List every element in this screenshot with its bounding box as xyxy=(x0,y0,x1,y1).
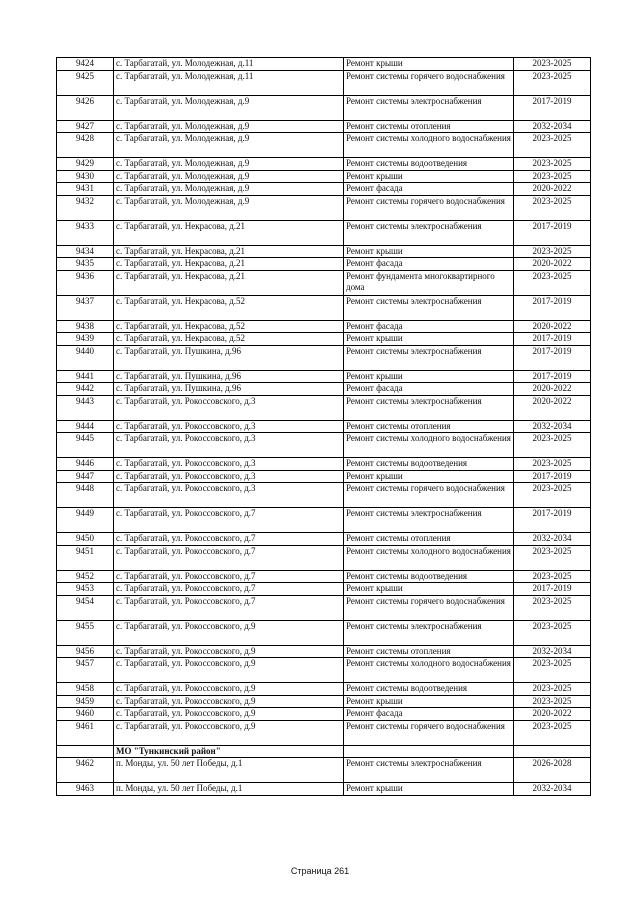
row-number-cell: 9461 xyxy=(57,720,114,745)
address-cell: с. Тарбагатай, ул. Некрасова, д.52 xyxy=(114,295,344,320)
table-row xyxy=(57,645,591,658)
address-cell: с. Тарбагатай, ул. Рокоссовского, д.9 xyxy=(114,708,344,721)
work-type-cell: Ремонт крыши xyxy=(344,58,514,71)
period-cell: 2032-2034 xyxy=(514,783,591,796)
work-type-cell: Ремонт системы горячего водоснабжения xyxy=(344,720,514,745)
address-cell: с. Тарбагатай, ул. Рокоссовского, д.9 xyxy=(114,645,344,658)
address-cell: п. Монды, ул. 50 лет Победы, д.1 xyxy=(114,783,344,796)
work-type-cell xyxy=(344,745,514,758)
period-cell: 2032-2034 xyxy=(514,533,591,546)
address-cell: с. Тарбагатай, ул. Рокоссовского, д.3 xyxy=(114,395,344,420)
row-number-cell: 9447 xyxy=(57,470,114,483)
address-cell: с. Тарбагатай, ул. Молодежная, д.9 xyxy=(114,120,344,133)
period-cell: 2023-2025 xyxy=(514,595,591,620)
work-type-cell: Ремонт системы электроснабжения xyxy=(344,345,514,370)
period-cell: 2023-2025 xyxy=(514,695,591,708)
row-number-cell: 9453 xyxy=(57,583,114,596)
work-type-cell: Ремонт крыши xyxy=(344,470,514,483)
period-cell: 2017-2019 xyxy=(514,470,591,483)
address-cell: с. Тарбагатай, ул. Рокоссовского, д.3 xyxy=(114,433,344,458)
row-number-cell: 9437 xyxy=(57,295,114,320)
work-type-cell: Ремонт системы горячего водоснабжения xyxy=(344,595,514,620)
row-number-cell: 9426 xyxy=(57,95,114,120)
period-cell: 2023-2025 xyxy=(514,433,591,458)
row-number-cell: 9445 xyxy=(57,433,114,458)
period-cell: 2020-2022 xyxy=(514,395,591,420)
address-cell: с. Тарбагатай, ул. Рокоссовского, д.9 xyxy=(114,658,344,683)
row-number-cell: 9440 xyxy=(57,345,114,370)
work-type-cell: Ремонт системы холодного водоснабжения xyxy=(344,133,514,158)
period-cell: 2020-2022 xyxy=(514,258,591,271)
address-cell: с. Тарбагатай, ул. Некрасова, д.21 xyxy=(114,220,344,245)
period-cell: 2017-2019 xyxy=(514,370,591,383)
row-number-cell: 9463 xyxy=(57,783,114,796)
table-row xyxy=(57,370,591,383)
row-number-cell: 9457 xyxy=(57,658,114,683)
period-cell: 2023-2025 xyxy=(514,483,591,508)
row-number-cell: 9438 xyxy=(57,320,114,333)
row-number-cell: 9454 xyxy=(57,595,114,620)
address-cell: МО "Тункинский район" xyxy=(114,745,344,758)
period-cell: 2023-2025 xyxy=(514,195,591,220)
row-number-cell: 9448 xyxy=(57,483,114,508)
period-cell: 2026-2028 xyxy=(514,758,591,783)
period-cell: 2023-2025 xyxy=(514,720,591,745)
address-cell: с. Тарбагатай, ул. Некрасова, д.21 xyxy=(114,245,344,258)
work-type-cell: Ремонт крыши xyxy=(344,170,514,183)
address-cell: с. Тарбагатай, ул. Молодежная, д.9 xyxy=(114,133,344,158)
address-cell: с. Тарбагатай, ул. Пушкина, д.96 xyxy=(114,370,344,383)
table-row xyxy=(57,583,591,596)
work-type-cell: Ремонт крыши xyxy=(344,245,514,258)
address-cell: с. Тарбагатай, ул. Рокоссовского, д.3 xyxy=(114,420,344,433)
row-number-cell: 9429 xyxy=(57,158,114,171)
period-cell: 2020-2022 xyxy=(514,183,591,196)
table-row xyxy=(57,120,591,133)
work-type-cell: Ремонт системы холодного водоснабжения xyxy=(344,658,514,683)
row-number-cell xyxy=(57,745,114,758)
table-row xyxy=(57,595,591,620)
work-type-cell: Ремонт фасада xyxy=(344,258,514,271)
period-cell: 2032-2034 xyxy=(514,120,591,133)
row-number-cell: 9449 xyxy=(57,508,114,533)
table-row xyxy=(57,470,591,483)
row-number-cell: 9452 xyxy=(57,570,114,583)
table-row xyxy=(57,345,591,370)
work-type-cell: Ремонт крыши xyxy=(344,333,514,346)
period-cell: 2023-2025 xyxy=(514,58,591,71)
address-cell: с. Тарбагатай, ул. Молодежная, д.9 xyxy=(114,95,344,120)
table-row xyxy=(57,620,591,645)
work-type-cell: Ремонт системы электроснабжения xyxy=(344,508,514,533)
period-cell: 2020-2022 xyxy=(514,708,591,721)
address-cell: с. Тарбагатай, ул. Рокоссовского, д.3 xyxy=(114,458,344,471)
period-cell: 2017-2019 xyxy=(514,583,591,596)
row-number-cell: 9446 xyxy=(57,458,114,471)
address-cell: с. Тарбагатай, ул. Пушкина, д.96 xyxy=(114,345,344,370)
row-number-cell: 9458 xyxy=(57,683,114,696)
work-type-cell: Ремонт фасада xyxy=(344,383,514,396)
work-type-cell: Ремонт системы водоотведения xyxy=(344,458,514,471)
period-cell: 2023-2025 xyxy=(514,545,591,570)
table-row xyxy=(57,133,591,158)
work-type-cell: Ремонт системы электроснабжения xyxy=(344,95,514,120)
work-type-cell: Ремонт системы отопления xyxy=(344,120,514,133)
row-number-cell: 9439 xyxy=(57,333,114,346)
table-row xyxy=(57,295,591,320)
address-cell: п. Монды, ул. 50 лет Победы, д.1 xyxy=(114,758,344,783)
work-type-cell: Ремонт фасада xyxy=(344,183,514,196)
row-number-cell: 9430 xyxy=(57,170,114,183)
work-type-cell: Ремонт системы электроснабжения xyxy=(344,295,514,320)
address-cell: с. Тарбагатай, ул. Некрасова, д.21 xyxy=(114,270,344,295)
table-row xyxy=(57,58,591,71)
period-cell: 2020-2022 xyxy=(514,320,591,333)
table-row xyxy=(57,533,591,546)
table-row xyxy=(57,333,591,346)
table-row xyxy=(57,758,591,783)
period-cell: 2023-2025 xyxy=(514,620,591,645)
table-row xyxy=(57,458,591,471)
period-cell: 2023-2025 xyxy=(514,570,591,583)
table-body xyxy=(57,58,591,796)
table-row xyxy=(57,683,591,696)
address-cell: с. Тарбагатай, ул. Молодежная, д.11 xyxy=(114,70,344,95)
work-type-cell: Ремонт системы электроснабжения xyxy=(344,620,514,645)
period-cell: 2023-2025 xyxy=(514,158,591,171)
row-number-cell: 9436 xyxy=(57,270,114,295)
row-number-cell: 9442 xyxy=(57,383,114,396)
period-cell: 2032-2034 xyxy=(514,645,591,658)
work-type-cell: Ремонт крыши xyxy=(344,583,514,596)
period-cell: 2023-2025 xyxy=(514,270,591,295)
row-number-cell: 9450 xyxy=(57,533,114,546)
table-row xyxy=(57,570,591,583)
address-cell: с. Тарбагатай, ул. Рокоссовского, д.7 xyxy=(114,595,344,620)
work-type-cell: Ремонт системы водоотведения xyxy=(344,570,514,583)
row-number-cell: 9435 xyxy=(57,258,114,271)
row-number-cell: 9441 xyxy=(57,370,114,383)
work-type-cell: Ремонт системы электроснабжения xyxy=(344,395,514,420)
table-row xyxy=(57,545,591,570)
period-cell: 2017-2019 xyxy=(514,295,591,320)
table-row xyxy=(57,383,591,396)
table-row xyxy=(57,708,591,721)
address-cell: с. Тарбагатай, ул. Рокоссовского, д.7 xyxy=(114,545,344,570)
work-type-cell: Ремонт системы отопления xyxy=(344,645,514,658)
row-number-cell: 9432 xyxy=(57,195,114,220)
address-cell: с. Тарбагатай, ул. Рокоссовского, д.7 xyxy=(114,508,344,533)
table-row xyxy=(57,433,591,458)
work-type-cell: Ремонт крыши xyxy=(344,695,514,708)
address-cell: с. Тарбагатай, ул. Некрасова, д.21 xyxy=(114,258,344,271)
work-type-cell: Ремонт системы электроснабжения xyxy=(344,220,514,245)
address-cell: с. Тарбагатай, ул. Пушкина, д.96 xyxy=(114,383,344,396)
table-row xyxy=(57,270,591,295)
address-cell: с. Тарбагатай, ул. Рокоссовского, д.7 xyxy=(114,583,344,596)
period-cell: 2017-2019 xyxy=(514,345,591,370)
table-row xyxy=(57,395,591,420)
table-row xyxy=(57,720,591,745)
table-row xyxy=(57,508,591,533)
row-number-cell: 9428 xyxy=(57,133,114,158)
work-type-cell: Ремонт системы холодного водоснабжения xyxy=(344,545,514,570)
table-row xyxy=(57,220,591,245)
period-cell: 2017-2019 xyxy=(514,333,591,346)
period-cell: 2023-2025 xyxy=(514,658,591,683)
section-header-row xyxy=(57,745,591,758)
work-type-cell: Ремонт фасада xyxy=(344,708,514,721)
work-type-cell: Ремонт системы водоотведения xyxy=(344,683,514,696)
table-row xyxy=(57,783,591,796)
work-type-cell: Ремонт системы водоотведения xyxy=(344,158,514,171)
address-cell: с. Тарбагатай, ул. Молодежная, д.9 xyxy=(114,183,344,196)
row-number-cell: 9444 xyxy=(57,420,114,433)
table-row xyxy=(57,245,591,258)
table-row xyxy=(57,95,591,120)
row-number-cell: 9460 xyxy=(57,708,114,721)
work-type-cell: Ремонт системы горячего водоснабжения xyxy=(344,70,514,95)
period-cell: 2023-2025 xyxy=(514,458,591,471)
work-type-cell: Ремонт системы отопления xyxy=(344,420,514,433)
work-type-cell: Ремонт системы отопления xyxy=(344,533,514,546)
row-number-cell: 9431 xyxy=(57,183,114,196)
capital-repair-table xyxy=(56,57,591,796)
work-type-cell: Ремонт системы электроснабжения xyxy=(344,758,514,783)
table-row xyxy=(57,658,591,683)
address-cell: с. Тарбагатай, ул. Молодежная, д.11 xyxy=(114,58,344,71)
work-type-cell: Ремонт фундамента многоквартирного дома xyxy=(344,270,514,295)
row-number-cell: 9424 xyxy=(57,58,114,71)
row-number-cell: 9443 xyxy=(57,395,114,420)
row-number-cell: 9434 xyxy=(57,245,114,258)
table-row xyxy=(57,183,591,196)
table-row xyxy=(57,483,591,508)
address-cell: с. Тарбагатай, ул. Рокоссовского, д.3 xyxy=(114,470,344,483)
row-number-cell: 9456 xyxy=(57,645,114,658)
address-cell: с. Тарбагатай, ул. Рокоссовского, д.9 xyxy=(114,683,344,696)
period-cell: 2017-2019 xyxy=(514,95,591,120)
address-cell: с. Тарбагатай, ул. Рокоссовского, д.3 xyxy=(114,483,344,508)
row-number-cell: 9433 xyxy=(57,220,114,245)
work-type-cell: Ремонт крыши xyxy=(344,370,514,383)
table-row xyxy=(57,320,591,333)
row-number-cell: 9451 xyxy=(57,545,114,570)
address-cell: с. Тарбагатай, ул. Молодежная, д.9 xyxy=(114,170,344,183)
table-row xyxy=(57,695,591,708)
period-cell: 2023-2025 xyxy=(514,70,591,95)
table-row xyxy=(57,170,591,183)
row-number-cell: 9427 xyxy=(57,120,114,133)
work-type-cell: Ремонт крыши xyxy=(344,783,514,796)
page-number: Страница 261 xyxy=(290,866,350,876)
period-cell: 2017-2019 xyxy=(514,220,591,245)
address-cell: с. Тарбагатай, ул. Молодежная, д.9 xyxy=(114,158,344,171)
table-row xyxy=(57,158,591,171)
row-number-cell: 9459 xyxy=(57,695,114,708)
period-cell: 2023-2025 xyxy=(514,170,591,183)
address-cell: с. Тарбагатай, ул. Некрасова, д.52 xyxy=(114,320,344,333)
work-type-cell: Ремонт фасада xyxy=(344,320,514,333)
row-number-cell: 9455 xyxy=(57,620,114,645)
address-cell: с. Тарбагатай, ул. Рокоссовского, д.9 xyxy=(114,620,344,645)
period-cell: 2020-2022 xyxy=(514,383,591,396)
work-type-cell: Ремонт системы горячего водоснабжения xyxy=(344,483,514,508)
period-cell xyxy=(514,745,591,758)
work-type-cell: Ремонт системы холодного водоснабжения xyxy=(344,433,514,458)
address-cell: с. Тарбагатай, ул. Рокоссовского, д.7 xyxy=(114,570,344,583)
period-cell: 2023-2025 xyxy=(514,245,591,258)
period-cell: 2023-2025 xyxy=(514,683,591,696)
row-number-cell: 9462 xyxy=(57,758,114,783)
table-row xyxy=(57,420,591,433)
address-cell: с. Тарбагатай, ул. Рокоссовского, д.9 xyxy=(114,720,344,745)
period-cell: 2023-2025 xyxy=(514,133,591,158)
address-cell: с. Тарбагатай, ул. Рокоссовского, д.9 xyxy=(114,695,344,708)
period-cell: 2032-2034 xyxy=(514,420,591,433)
table-row xyxy=(57,70,591,95)
work-type-cell: Ремонт системы горячего водоснабжения xyxy=(344,195,514,220)
table-row xyxy=(57,258,591,271)
table-row xyxy=(57,195,591,220)
period-cell: 2017-2019 xyxy=(514,508,591,533)
address-cell: с. Тарбагатай, ул. Молодежная, д.9 xyxy=(114,195,344,220)
address-cell: с. Тарбагатай, ул. Некрасова, д.52 xyxy=(114,333,344,346)
row-number-cell: 9425 xyxy=(57,70,114,95)
address-cell: с. Тарбагатай, ул. Рокоссовского, д.7 xyxy=(114,533,344,546)
